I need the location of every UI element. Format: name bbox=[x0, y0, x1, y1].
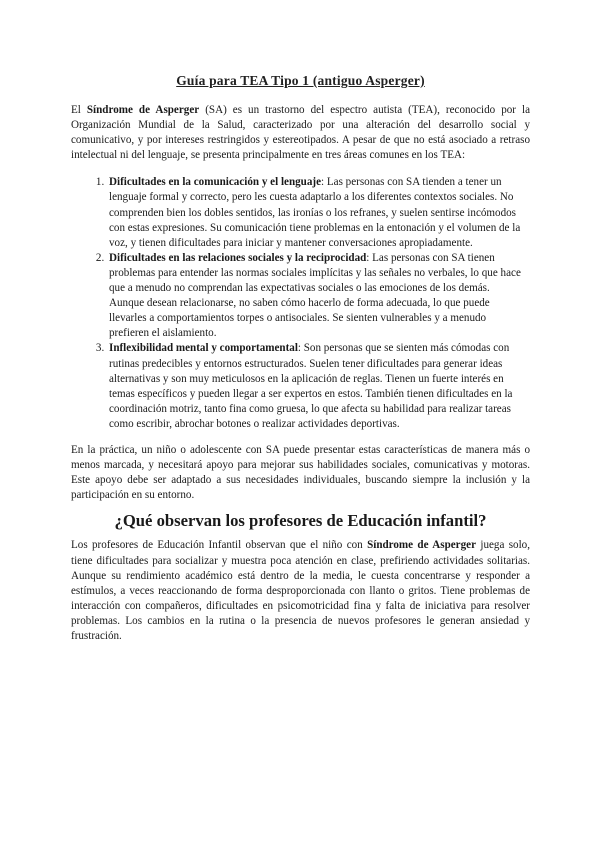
practice-paragraph: En la práctica, un niño o adolescente con SA puede presentar estas características de manera más o menos marcada, y necesitará apoyo para mejorar sus habilidades sociales, comunicativas y motoras. Este apoyo debe ser adaptado a sus necesidades individuales, buscando siempre la inclusión y la participación en su entorno. bbox=[71, 443, 530, 502]
area-text: : Son personas que se sienten más cómodas con rutinas predecibles y entornos estructurados. Suelen tener dificultades para generar ideas alternativas y son muy meticulosos en la aplicación de reglas. Tienen un fuerte interés en temas específicos y pueden llegar a ser expertos en estos. También tienen dificultades en la coordinación motriz, tanto fina como gruesa, lo que afecta su habilidad para realizar tareas como escribir, abrochar botones o realizar actividades deportivas. bbox=[109, 342, 513, 430]
intro-post: (SA) es un trastorno del espectro autista (TEA), reconocido por la Organización Mundial de la Salud, caracterizado por una alteración del desarrollo social y comunicativo, y por intereses restringidos y estereotipados. A pesar de que no está asociado a retraso intelectual ni del lenguaje, se presenta principalmente en tres áreas comunes en los TEA: bbox=[71, 104, 531, 162]
intro-bold-term: Síndrome de Asperger bbox=[86, 104, 200, 116]
areas-list bbox=[71, 175, 530, 432]
area-heading: Dificultades en la comunicación y el lenguaje bbox=[109, 176, 322, 189]
section-heading: ¿Qué observan los profesores de Educación infantil? bbox=[114, 511, 487, 531]
list-item bbox=[107, 341, 527, 432]
intro-paragraph bbox=[71, 103, 530, 163]
area-text: : Las personas con SA tienen problemas para entender las normas sociales implícitas y las señales no verbales, lo que hace que a menudo no comprendan las expectativas sociales o las emociones de los demás. Aunque desean relacionarse, no saben cómo hacerlo de forma adecuada, lo que puede llevarles a comportamientos torpes o antisociales. Se sienten vulnerables y a menudo prefieren el aislamiento. bbox=[109, 251, 521, 340]
document-title: Guía para TEA Tipo 1 (antiguo Asperger) bbox=[176, 73, 425, 88]
teachers-pre: Los profesores de Educación Infantil observan que el niño con bbox=[71, 539, 368, 552]
teachers-post: juega solo, tiene dificultades para socializar y muestra poca atención en clase, prefiriendo actividades solitarias. Aunque su rendimiento académico está dentro de la media, le cuesta concentrarse y responder a estímulos, a veces reaccionando de forma desproporcionada con llanto o gritos. Tiene problemas de interacción con compañeros, dificultades en psicomotricidad fina y falta de iniciativa para resolver problemas. Los cambios en la rutina o la presencia de nuevos profesores le generan ansiedad y frustración. bbox=[71, 539, 530, 642]
list-item bbox=[107, 175, 527, 250]
list-item bbox=[107, 251, 527, 342]
teachers-paragraph bbox=[71, 538, 530, 644]
area-heading: Dificultades en las relaciones sociales y la reciprocidad bbox=[109, 251, 367, 264]
area-text: : Las personas con SA tienden a tener un lenguaje formal y correcto, pero les cuesta adaptarlo a los diferentes contextos sociales. No comprenden bien los dobles sentidos, las ironías o los refranes, y suelen sentirse incómodos con estas expresiones. Su comunicación tiene problemas en la entonación y el volumen de la voz, y tienen dificultades para iniciar y mantener conversaciones apropiadamente. bbox=[109, 176, 521, 249]
teachers-bold-term: Síndrome de Asperger bbox=[367, 539, 477, 552]
intro-pre: El bbox=[71, 104, 87, 116]
area-heading: Inflexibilidad mental y comportamental bbox=[109, 342, 298, 355]
